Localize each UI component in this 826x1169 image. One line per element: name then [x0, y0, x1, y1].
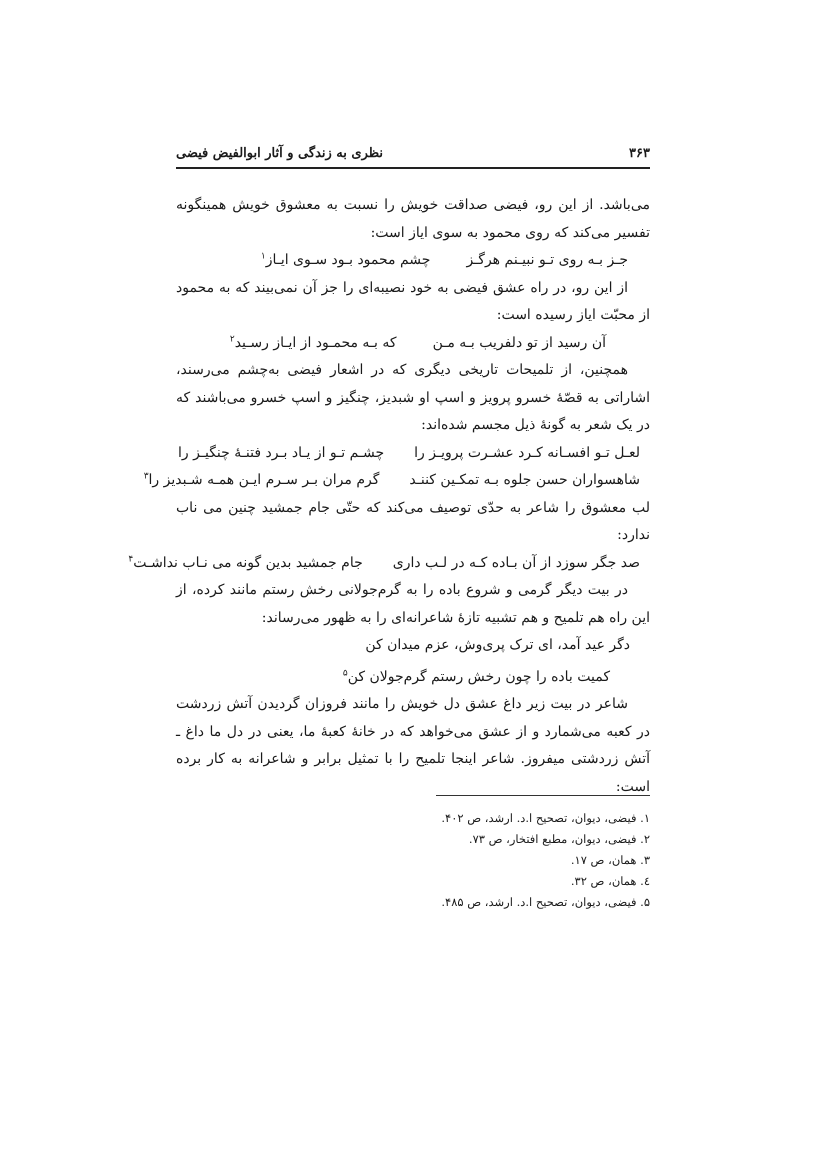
footnote-ref-5: ۵ [342, 667, 348, 678]
hemistich-4b-wrap [144, 467, 380, 495]
verse-couplet-5 [128, 550, 650, 578]
footnote-3: ۳. همان، ص ۱۷. [570, 853, 650, 867]
paragraph-1: می‌باشد. از این رو، فیضی صداقت خویش را نسبت به معشوق خویش همینگونه تفسیر می‌کند که روی محمود به سوی ایاز است: [176, 197, 650, 241]
hemistich-1b: چشم محمود بـود سـوی ایـاز [265, 252, 431, 268]
verse-7-text: کمیت باده را چون رخش رستم گرم‌جولان کن [347, 668, 610, 685]
page-number: ۳۶۳ [629, 145, 650, 161]
paragraph-5: در بیت دیگر گرمی و شروع باده را به گرم‌جولانی رخش رستم مانند کرده، از این راه هم تلمیح و هم تشبیه تازهٔ شاعرانه‌ای را به ظهور می‌رساند: [176, 582, 650, 626]
hemistich-5b: جام جمشید بدین گونه می نـاب نداشـت [133, 554, 363, 571]
paragraph-4: لب معشوق را شاعر به حدّی توصیف می‌کند که حتّی جام جمشید چنین می ناب ندارد: [176, 499, 650, 543]
running-title: نظری به زندگی و آثار ابوالفیض فیضی [176, 145, 384, 161]
paragraph-2: از این رو، در راه عشق فیضی به خود نصیبه‌ای را جز آن نمی‌بیند که به محمود از محبّت ایاز رسیده است: [176, 279, 650, 323]
hemistich-4a: شاهسواران حسن جلوه بـه تمکـین کننـد [409, 472, 640, 488]
hemistich-3b: چشـم تـو از یـاد بـرد فتنـهٔ چنگیـز را [178, 444, 385, 461]
footnote-ref-3: ۳ [143, 471, 149, 482]
verse-couplet-3 [176, 440, 650, 468]
verse-line-6 [176, 632, 650, 660]
verse-couplet-4 [143, 467, 650, 495]
footnote-rule [436, 795, 650, 796]
header-rule [176, 167, 650, 169]
hemistich-4b: گرم مران بـر سـرم ایـن همـه شـبدیز را [148, 472, 380, 488]
footnote-ref-4: ۴ [128, 553, 134, 564]
paragraph-3: همچنین، از تلمیحات تاریخی دیگری که در اشعار فیضی به‌چشم می‌رسند، اشاراتی به قصّهٔ خسرو پرویز و اسپ او شبدیز، چنگیز و اسپ خسرو می‌باشند که در یک شعر به گونهٔ ذیل مجسم شده‌اند: [176, 362, 650, 433]
hemistich-1a: جـز بـه روی تـو نبیـنم هرگـز [466, 252, 628, 268]
verse-couplet-1 [176, 247, 650, 275]
running-header [176, 140, 650, 166]
verse-6-text: دگر عید آمد، ای ترک پری‌وش، عزم میدان کن [365, 637, 630, 653]
footnote-1: ۱. فیضی، دیوان، تصحیح ا.د. ارشد، ص ۴۰۲. [441, 811, 650, 825]
body-text [128, 192, 650, 801]
footnote-5: ۵. فیضی، دیوان، تصحیح ا.د. ارشد، ص ۴۸۵. [441, 895, 650, 909]
hemistich-2a: آن رسید از تو دلفریب بـه مـن [432, 334, 606, 351]
hemistich-3a: لعـل تـو افسـانه کـرد عشـرت پرویـز را [414, 444, 640, 461]
footnote-2: ۲. فیضی، دیوان، مطبع افتخار، ص ۷۳. [468, 832, 650, 846]
footnote-4: ٤. همان، ص ۳۲. [570, 874, 650, 888]
footnote-ref-1: ۱ [260, 251, 266, 262]
hemistich-5a: صد جگر سوزد از آن بـاده کـه در لـب داری [392, 554, 640, 571]
footnote-ref-2: ۲ [229, 333, 235, 344]
hemistich-1b-wrap [261, 247, 431, 275]
hemistich-5b-wrap [128, 550, 362, 578]
hemistich-2b-wrap [230, 330, 397, 358]
footnotes [400, 808, 650, 913]
verse-line-7 [176, 664, 650, 692]
hemistich-2b: که بـه محمـود از ایـاز رسـید [234, 334, 397, 351]
verse-couplet-2 [176, 330, 650, 358]
paragraph-6: شاعر در بیت زیر داغ عشق دل خویش را مانند فروزان گردیدن آتش زردشت در کعبه می‌شمارد و از عشق می‌خواهد که در خانهٔ کعبهٔ ما، یعنی در دل ما داغ ـ آتش زردشتی میفروز. شاعر اینجا تلمیح را با تمثیل برابر و شاعرانه به کار برده است: [176, 696, 650, 795]
